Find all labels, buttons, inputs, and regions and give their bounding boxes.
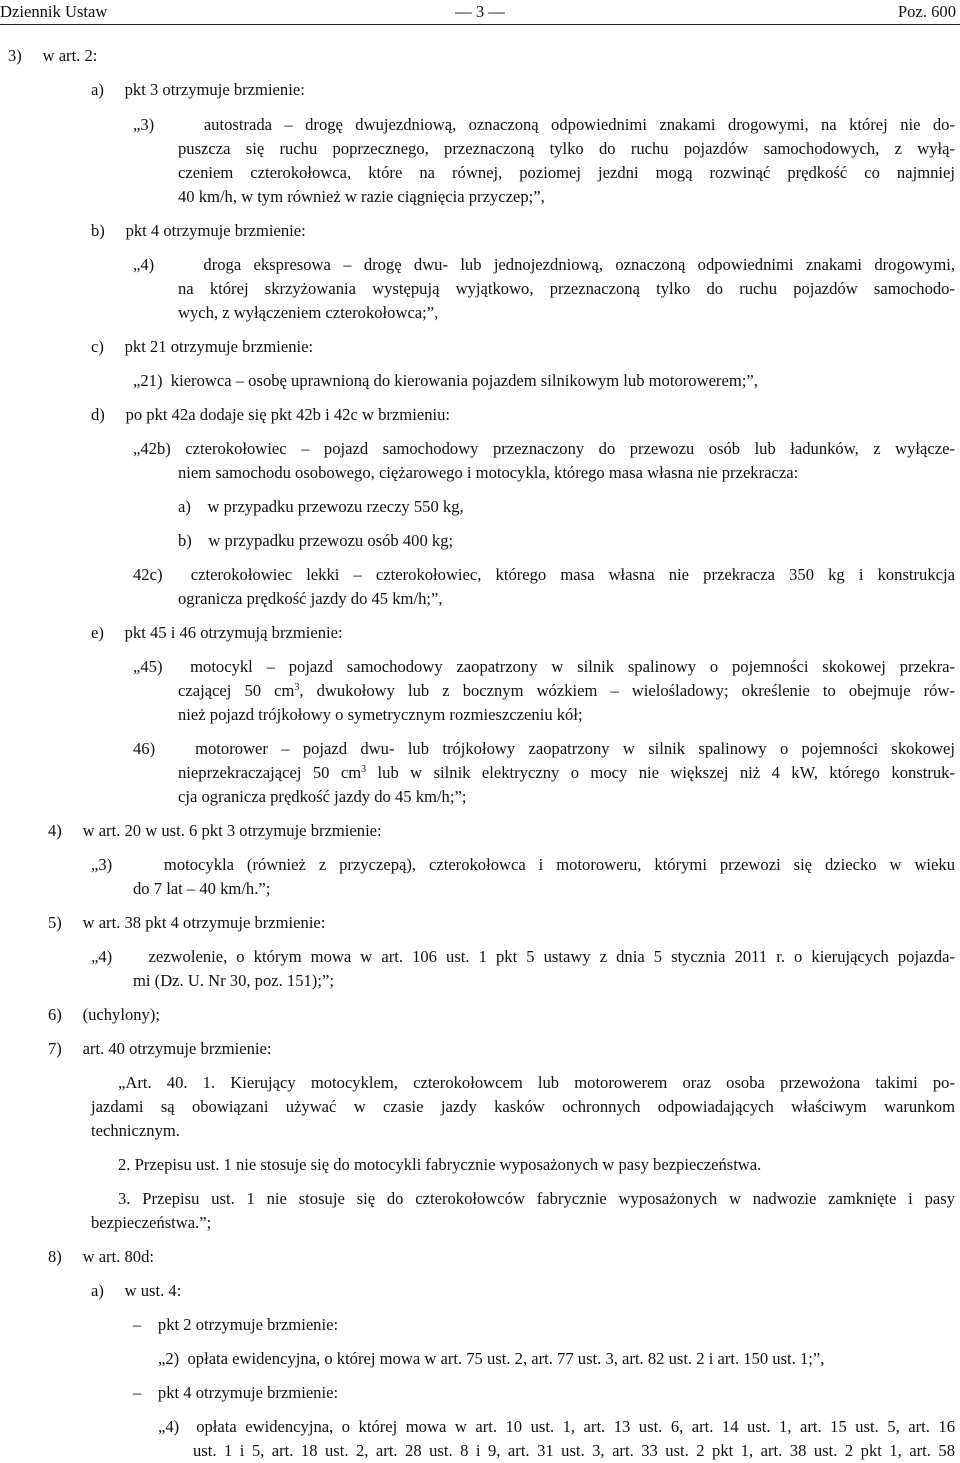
text-line: „Art. 40. 1. Kierujący motocyklem, czterokołowcem lub motorowerem oraz osoba przewożona takimi po- (118, 1073, 955, 1092)
text-line: „4) opłata ewidencyjna, o której mowa w art. 10 ust. 1, art. 13 ust. 6, art. 14 ust. 1, art. 15 ust. 5, art. 16 (158, 1417, 955, 1436)
item-8a: a) w ust. 4: (91, 1281, 182, 1300)
text-line: „42b) czterokołowiec – pojazd samochodowy przeznaczony do przewozu osób lub ładunków, z wyłącze- (133, 439, 955, 458)
text-line (178, 679, 955, 703)
text-line: bezpieczeństwa.”; (91, 1213, 212, 1232)
item-4: 4) w art. 20 w ust. 6 pkt 3 otrzymuje brzmienie: (48, 821, 382, 840)
item-8: 8) w art. 80d: (48, 1247, 154, 1266)
text-line: „21) kierowca – osobę uprawnioną do kierowania pojazdem silnikowym lub motorowerem;”, (133, 371, 758, 390)
text-line: 42c) czterokołowiec lekki – czterokołowiec, którego masa własna nie przekracza 350 kg i konstrukcja (133, 565, 955, 584)
text-line: czeniem czterokołowca, które na równej, poziomej jezdni mogą rozwinąć prędkość co najmniej (178, 163, 955, 182)
text-segment: , dwukołowy lub z bocznym wózkiem – wielośladowy; określenie to obejmuje rów- (299, 681, 955, 700)
text-line: nież pojazd trójkołowy o symetrycznym rozmieszczeniu kół; (178, 705, 583, 724)
item-5: 5) w art. 38 pkt 4 otrzymuje brzmienie: (48, 913, 326, 932)
text-line: „4) zezwolenie, o którym mowa w art. 106 ust. 1 pkt 5 ustawy z dnia 5 stycznia 2011 r. o kierujących pojazda- (91, 947, 955, 966)
text-line: na której skrzyżowania występują wyjątkowo, przeznaczoną tylko do ruchu pojazdów samochodo- (178, 279, 955, 298)
text-line (178, 761, 955, 785)
superscript: 3 (361, 764, 367, 775)
text-line: do 7 lat – 40 km/h.”; (133, 879, 271, 898)
text-line: ust. 1 i 5, art. 18 ust. 2, art. 28 ust. 8 i 9, art. 31 ust. 3, art. 33 ust. 2 pkt 1, art. 38 ust. 2 pkt 1, art. 58 (193, 1441, 955, 1460)
text-line: 3. Przepisu ust. 1 nie stosuje się do czterokołowców fabrycznie wyposażonych w nadwozie zamknięte i pasy (118, 1189, 955, 1208)
item-3c: c) pkt 21 otrzymuje brzmienie: (91, 337, 314, 356)
dash-item: – pkt 2 otrzymuje brzmienie: (133, 1315, 339, 1334)
superscript: 3 (294, 682, 300, 693)
text-segment: lub w silnik elektryczny o mocy nie większej niż 4 kW, którego konstruk- (366, 763, 956, 782)
item-3d: d) po pkt 42a dodaje się pkt 42b i 42c w brzmieniu: (91, 405, 451, 424)
text-line: jazdami są obowiązani używać w czasie jazdy kasków ochronnych odpowiadających właściwym warunkom (91, 1097, 955, 1116)
journal-title: Dziennik Ustaw (0, 2, 108, 21)
text-line: „3) autostrada – drogę dwujezdniową, oznaczoną odpowiednimi znakami drogowymi, na której nie do- (133, 115, 955, 134)
item-7: 7) art. 40 otrzymuje brzmienie: (48, 1039, 272, 1058)
item-6: 6) (uchylony); (48, 1005, 160, 1024)
header-rule (0, 24, 960, 25)
text-line: a) w przypadku przewozu rzeczy 550 kg, (178, 497, 464, 516)
text-line: ogranicza prędkość jazdy do 45 km/h;”, (178, 589, 443, 608)
dash-item: – pkt 4 otrzymuje brzmienie: (133, 1383, 339, 1402)
text-line: puszcza się ruchu poprzecznego, przeznaczoną tylko do ruchu pojazdów samochodowych, z wyłą- (178, 139, 955, 158)
position-number: Poz. 600 (897, 2, 956, 21)
page-number: — 3 — (455, 2, 505, 21)
text-line: „4) droga ekspresowa – drogę dwu- lub jednojezdniową, oznaczoną odpowiednimi znakami drogowymi, (133, 255, 955, 274)
text-line: niem samochodu osobowego, ciężarowego i motocykla, którego masa własna nie przekracza: (178, 463, 799, 482)
text-line: „3) motocykla (również z przyczepą), czterokołowca i motoroweru, którymi przewozi się dziecko w wieku (91, 855, 955, 874)
text-line: „45) motocykl – pojazd samochodowy zaopatrzony w silnik spalinowy o pojemności skokowej przekra- (133, 657, 955, 676)
text-segment: nieprzekraczającej 50 cm (178, 763, 362, 782)
text-line: wych, z wyłączeniem czterokołowca;”, (178, 303, 439, 322)
item-3e: e) pkt 45 i 46 otrzymują brzmienie: (91, 623, 343, 642)
text-line: 40 km/h, w tym również w razie ciągnięcia przyczep;”, (178, 187, 545, 206)
item-3b: b) pkt 4 otrzymuje brzmienie: (91, 221, 306, 240)
text-line: technicznym. (91, 1121, 180, 1140)
item-3a: a) pkt 3 otrzymuje brzmienie: (91, 80, 305, 99)
text-line: b) w przypadku przewozu osób 400 kg; (178, 531, 454, 550)
text-line: „2) opłata ewidencyjna, o której mowa w art. 75 ust. 2, art. 77 ust. 3, art. 82 ust. 2 i art. 150 ust. 1;”, (158, 1349, 825, 1368)
text-line: 2. Przepisu ust. 1 nie stosuje się do motocykli fabrycznie wyposażonych w pasy bezpieczeństwa. (118, 1155, 762, 1174)
page-header (0, 0, 960, 24)
text-line: 46) motorower – pojazd dwu- lub trójkołowy zaopatrzony w silnik spalinowy o pojemności skokowej (133, 739, 955, 758)
text-line: cja ogranicza prędkość jazdy do 45 km/h;”; (178, 787, 467, 806)
item-3: 3) w art. 2: (8, 46, 98, 65)
text-line: mi (Dz. U. Nr 30, poz. 151);”; (133, 971, 334, 990)
text-segment: czającej 50 cm (178, 681, 295, 700)
